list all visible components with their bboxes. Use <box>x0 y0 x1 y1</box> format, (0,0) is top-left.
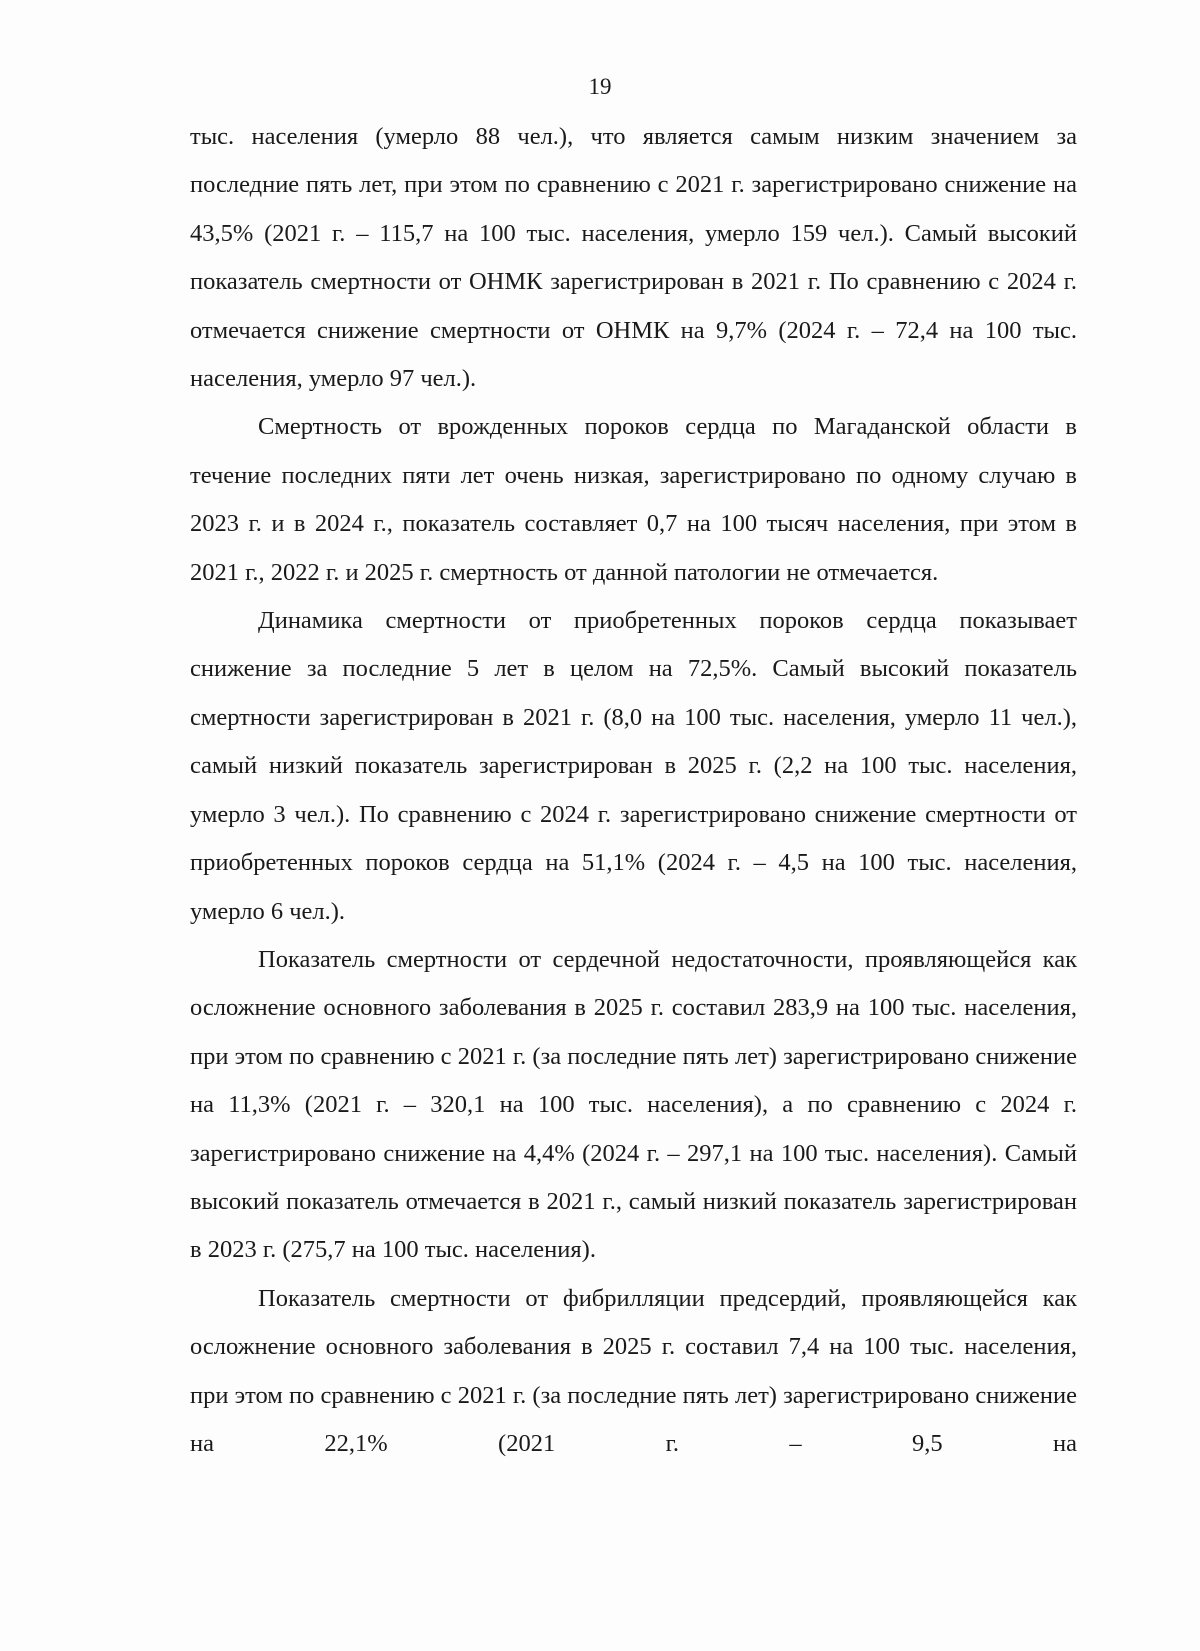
body-text <box>190 113 1077 1468</box>
paragraph-heart-failure: Показатель смертности от сердечной недостаточности, проявляющейся как осложнение основного заболевания в 2025 г. составил 283,9 на 100 тыс. населения, при этом по сравнению с 2021 г. (за последние пять лет) зарегистрировано снижение на 11,3% (2021 г. – 320,1 на 100 тыс. населения), а по сравнению с 2024 г. зарегистрировано снижение на 4,4% (2024 г. – 297,1 на 100 тыс. населения). Самый высокий показатель отмечается в 2021 г., самый низкий показатель зарегистрирован в 2023 г. (275,7 на 100 тыс. населения). <box>190 945 1077 1264</box>
paragraph-acquired-heart-defects: Динамика смертности от приобретенных пороков сердца показывает снижение за последние 5 лет в целом на 72,5%. Самый высокий показатель смертности зарегистрирован в 2021 г. (8,0 на 100 тыс. населения, умерло 11 чел.), самый низкий показатель зарегистрирован в 2025 г. (2,2 на 100 тыс. населения, умерло 3 чел.). По сравнению с 2024 г. зарегистрировано снижение смертности от приобретенных пороков сердца на 51,1% (2024 г. – 4,5 на 100 тыс. населения, умерло 6 чел.). <box>190 607 1077 925</box>
paragraph-stroke-mortality-continued: тыс. населения (умерло 88 чел.), что является самым низким значением за последние пять лет, при этом по сравнению с 2021 г. зарегистрировано снижение на 43,5% (2021 г. – 115,7 на 100 тыс. населения, умерло 159 чел.). Самый высокий показатель смертности от ОНМК зарегистрирован в 2021 г. По сравнению с 2024 г. отмечается снижение смертности от ОНМК на 9,7% (2024 г. – 72,4 на 100 тыс. населения, умерло 97 чел.). <box>190 123 1077 393</box>
paragraph-atrial-fibrillation: Показатель смертности от фибрилляции предсердий, проявляющейся как осложнение основного заболевания в 2025 г. составил 7,4 на 100 тыс. населения, при этом по сравнению с 2021 г. (за последние пять лет) зарегистрировано снижение на 22,1% (2021 г. – 9,5 на <box>190 1284 1077 1457</box>
page-number: 19 <box>588 74 612 99</box>
paragraph-congenital-heart-defects: Смертность от врожденных пороков сердца по Магаданской области в течение последних пяти лет очень низкая, зарегистрировано по одному случаю в 2023 г. и в 2024 г., показатель составляет 0,7 на 100 тысяч населения, при этом в 2021 г., 2022 г. и 2025 г. смертность от данной патологии не отмечается. <box>190 413 1077 586</box>
